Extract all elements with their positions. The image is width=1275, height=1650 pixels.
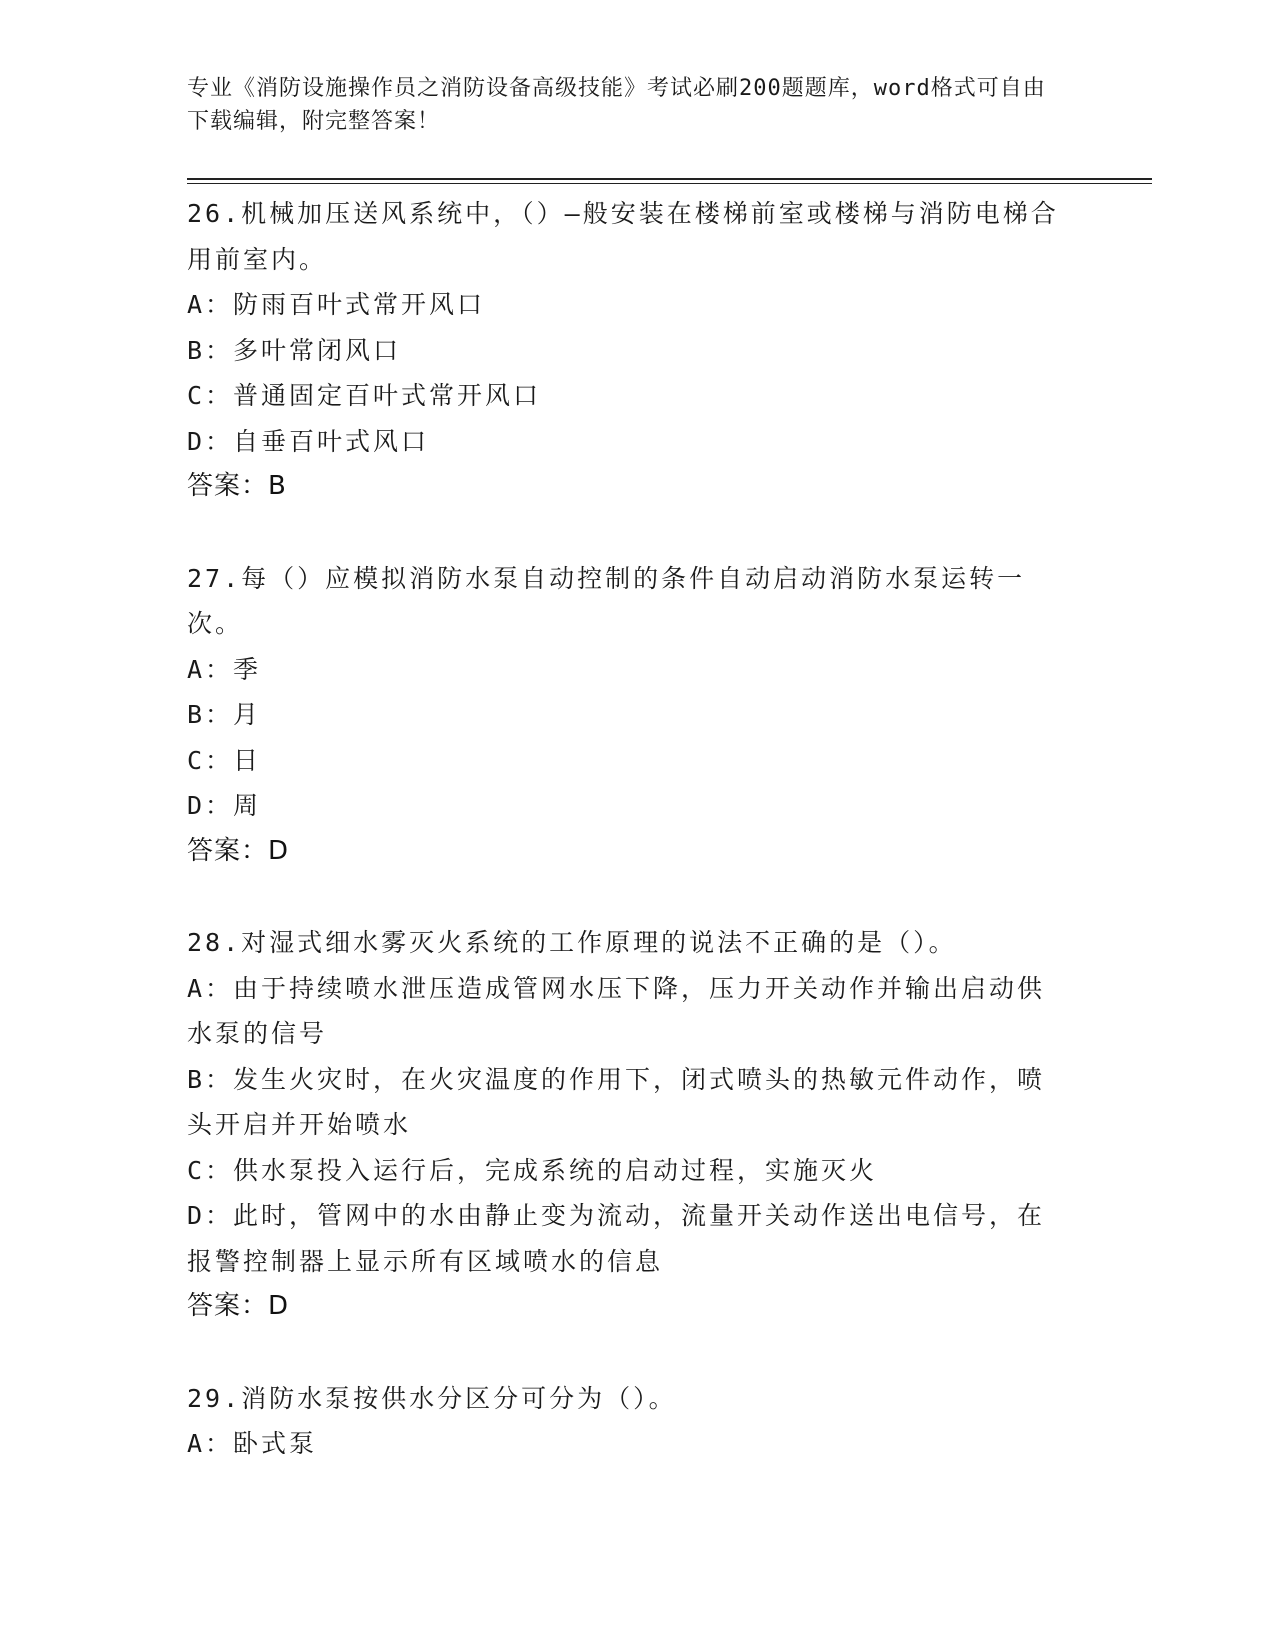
question-stem: 29.消防水泵按供水分区分可分为（）。 — [187, 1383, 677, 1413]
option-a: A：季 — [187, 654, 262, 684]
question-list — [187, 191, 1067, 1513]
answer-label: 答案：B — [187, 471, 287, 501]
option-c: C：供水泵投入运行后，完成系统的启动过程，实施灭火 — [187, 1155, 878, 1185]
option-c: C：日 — [187, 745, 262, 775]
option-b: B：发生火灾时，在火灾温度的作用下，闭式喷头的热敏元件动作，喷头开启并开始喷水 — [187, 1064, 1046, 1139]
option-d: D：此时，管网中的水由静止变为流动，流量开关动作送出电信号，在报警控制器上显示所有区域喷水的信息 — [187, 1201, 1046, 1276]
option-d: D：自垂百叶式风口 — [187, 426, 430, 456]
question-27 — [187, 556, 1067, 875]
question-26 — [187, 191, 1067, 510]
question-stem: 28.对湿式细水雾灭火系统的工作原理的说法不正确的是（）。 — [187, 928, 957, 957]
document-header: 专业《消防设施操作员之消防设备高级技能》考试必刷200题题库，word格式可自由下载编辑，附完整答案！ — [187, 76, 1046, 134]
option-a: A：防雨百叶式常开风口 — [187, 290, 486, 319]
option-c: C：普通固定百叶式常开风口 — [187, 381, 542, 410]
question-stem: 26.机械加压送风系统中，（）—般安装在楼梯前室或楼梯与消防电梯合用前室内。 — [187, 199, 1059, 274]
option-a: A：由于持续喷水泄压造成管网水压下降，压力开关动作并输出启动供水泵的信号 — [187, 973, 1046, 1048]
question-28 — [187, 920, 1067, 1330]
question-29 — [187, 1376, 1067, 1467]
option-a: A：卧式泵 — [187, 1429, 318, 1458]
answer-label: 答案：D — [187, 1291, 290, 1321]
header-divider — [187, 178, 1152, 184]
option-d: D：周 — [187, 791, 262, 820]
answer-label: 答案：D — [187, 835, 290, 866]
option-b: B：月 — [187, 700, 262, 729]
option-b: B：多叶常闭风口 — [187, 335, 402, 365]
question-stem: 27.每（）应模拟消防水泵自动控制的条件自动启动消防水泵运转一次。 — [187, 563, 1026, 638]
